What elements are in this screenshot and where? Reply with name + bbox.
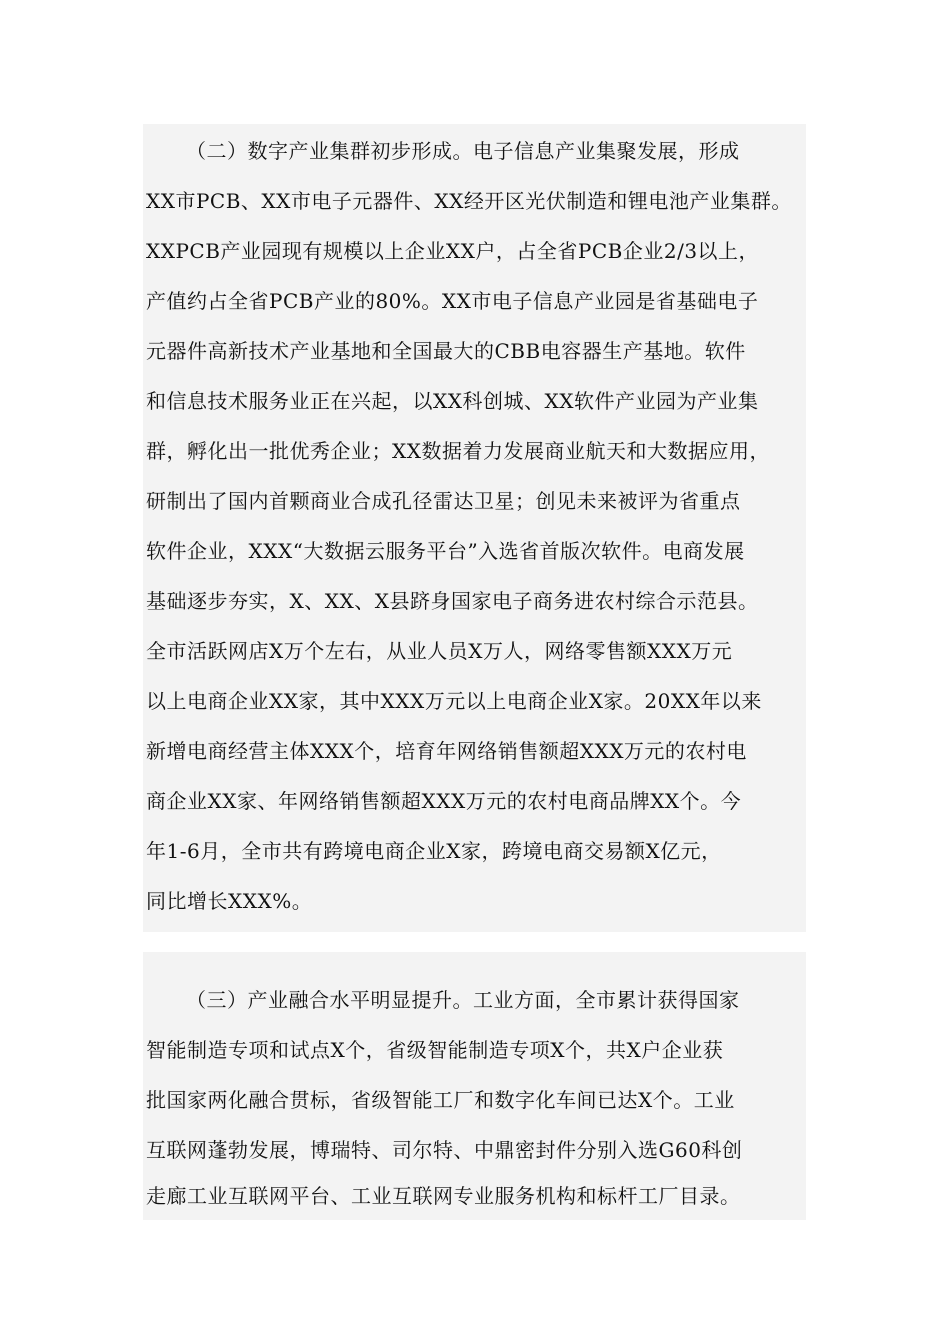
paragraph-line: 同比增长XXX%。 [146, 889, 313, 913]
paragraph-line: 智能制造专项和试点X个，省级智能制造专项X个，共X户企业获 [146, 1038, 724, 1062]
paragraph-line: 互联网蓬勃发展，博瑞特、司尔特、中鼎密封件分别入选G60科创 [146, 1138, 743, 1162]
paragraph-line: 走廊工业互联网平台、工业互联网专业服务机构和标杆工厂目录。 [146, 1184, 741, 1208]
paragraph-line: 研制出了国内首颗商业合成孔径雷达卫星；创见未来被评为省重点 [146, 489, 741, 513]
paragraph-line: XX市PCB、XX市电子元器件、XX经开区光伏制造和锂电池产业集群。 [146, 189, 792, 213]
paragraph-line: 批国家两化融合贯标，省级智能工厂和数字化车间已达X个。工业 [146, 1088, 735, 1112]
paragraph-line: （三）产业融合水平明显提升。工业方面，全市累计获得国家 [186, 988, 740, 1012]
paragraph-line: 和信息技术服务业正在兴起，以XX科创城、XX软件产业园为产业集 [146, 389, 759, 413]
paragraph-industry-integration [143, 952, 806, 1220]
paragraph-line: 元器件高新技术产业基地和全国最大的CBB电容器生产基地。软件 [146, 339, 746, 363]
paragraph-digital-industry-cluster [143, 124, 806, 932]
paragraph-line: 全市活跃网店X万个左右，从业人员X万人，网络零售额XXX万元 [146, 639, 733, 663]
paragraph-line: XXPCB产业园现有规模以上企业XX户，占全省PCB企业2/3以上， [146, 239, 760, 263]
paragraph-line: 基础逐步夯实，X、XX、X县跻身国家电子商务进农村综合示范县。 [146, 589, 759, 613]
paragraph-line: 产值约占全省PCB产业的80%。XX市电子信息产业园是省基础电子 [146, 289, 759, 313]
paragraph-line: 新增电商经营主体XXX个，培育年网络销售额超XXX万元的农村电 [146, 739, 747, 763]
paragraph-line: （二）数字产业集群初步形成。电子信息产业集聚发展，形成 [186, 139, 740, 163]
paragraph-line: 以上电商企业XX家，其中XXX万元以上电商企业X家。20XX年以来 [146, 689, 762, 713]
paragraph-line: 群，孵化出一批优秀企业；XX数据着力发展商业航天和大数据应用， [146, 439, 770, 463]
paragraph-line: 商企业XX家、年网络销售额超XXX万元的农村电商品牌XX个。今 [146, 789, 742, 813]
paragraph-line: 年1-6月，全市共有跨境电商企业X家，跨境电商交易额X亿元， [146, 839, 722, 863]
paragraph-line: 软件企业，XXX“大数据云服务平台”入选省首版次软件。电商发展 [146, 539, 745, 563]
